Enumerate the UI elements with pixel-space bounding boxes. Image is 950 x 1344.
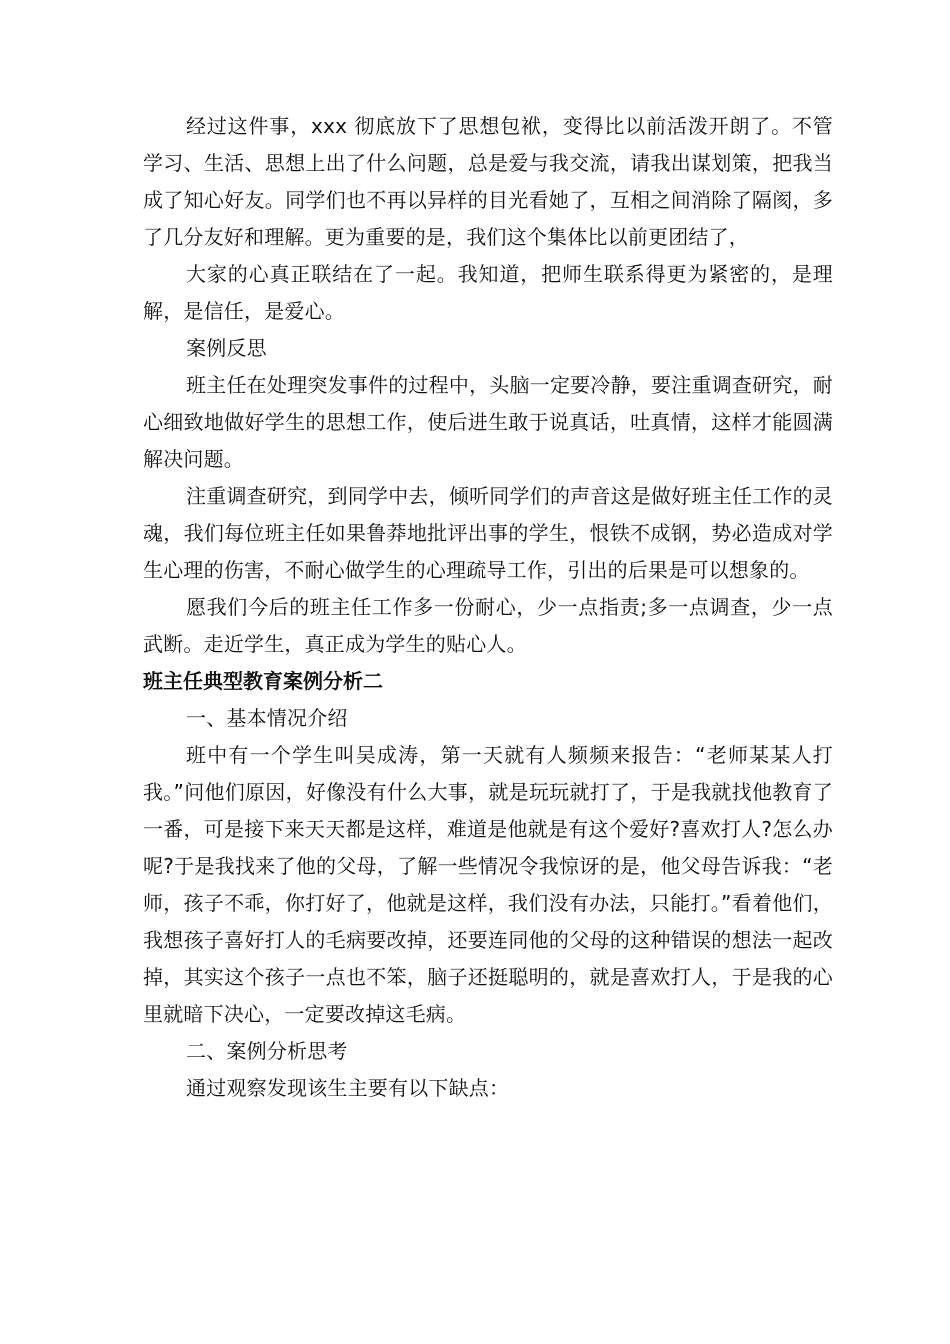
paragraph-observation: 通过观察发现该生主要有以下缺点： (186, 1076, 510, 1100)
paragraph-reflection-calm: 班主任在处理突发事件的过程中，头脑一定要冷静，要注重调查研究，耐心细致地做好学生的思想工作，使后进生敢于说真话，吐真情，这样才能圆满解决问题。 (143, 373, 833, 471)
paragraph-student-story: 班中有一个学生叫吴成涛，第一天就有人频频来报告：“老师某某人打我。”问他们原因，好像没有什么大事，就是玩玩就打了，于是我就找他教育了一番，可是接下来天天都是这样，难道是他就是有这个爱好?喜欢打人?怎么办呢?于是我找来了他的父母，了解一些情况令我惊讶的是，他父母告诉我：“老师，孩子不乖，你打好了，他就是这样，我们没有办法，只能打。”看着他们，我想孩子喜好打人的毛病要改掉，还要连同他的父母的这种错误的想法一起改掉，其实这个孩子一点也不笨，脑子还挺聪明的，就是喜欢打人，于是我的心里就暗下决心，一定要改掉这毛病。 (143, 743, 833, 1026)
section-heading: 班主任典型教育案例分析二 (143, 669, 383, 693)
subheading-case-reflection: 案例反思 (186, 336, 267, 360)
document-page (143, 108, 833, 1107)
paragraph-reflection-research: 注重调查研究，到同学中去，倾听同学们的声音这是做好班主任工作的灵魂，我们每位班主任如果鲁莽地批评出事的学生，恨铁不成钢，势必造成对学生心理的伤害，不耐心做学生的心理疏导工作，引出的后果是可以想象的。 (143, 484, 833, 582)
paragraph-closer-hearts: 大家的心真正联结在了一起。我知道，把师生联系得更为紧密的，是理解，是信任，是爱心。 (143, 262, 833, 323)
paragraph-reflection-wish: 愿我们今后的班主任工作多一份耐心，少一点指责;多一点调查，少一点武断。走近学生，真正成为学生的贴心人。 (143, 595, 833, 656)
subheading-analysis: 二、案例分析思考 (186, 1039, 348, 1063)
subheading-basic-info: 一、基本情况介绍 (186, 706, 348, 730)
paragraph-outcome: 经过这件事，xxx 彻底放下了思想包袱，变得比以前活泼开朗了。不管学习、生活、思想上出了什么问题，总是爱与我交流，请我出谋划策，把我当成了知心好友。同学们也不再以异样的目光看她了，互相之间消除了隔阂，多了几分友好和理解。更为重要的是，我们这个集体比以前更团结了， (143, 114, 833, 249)
